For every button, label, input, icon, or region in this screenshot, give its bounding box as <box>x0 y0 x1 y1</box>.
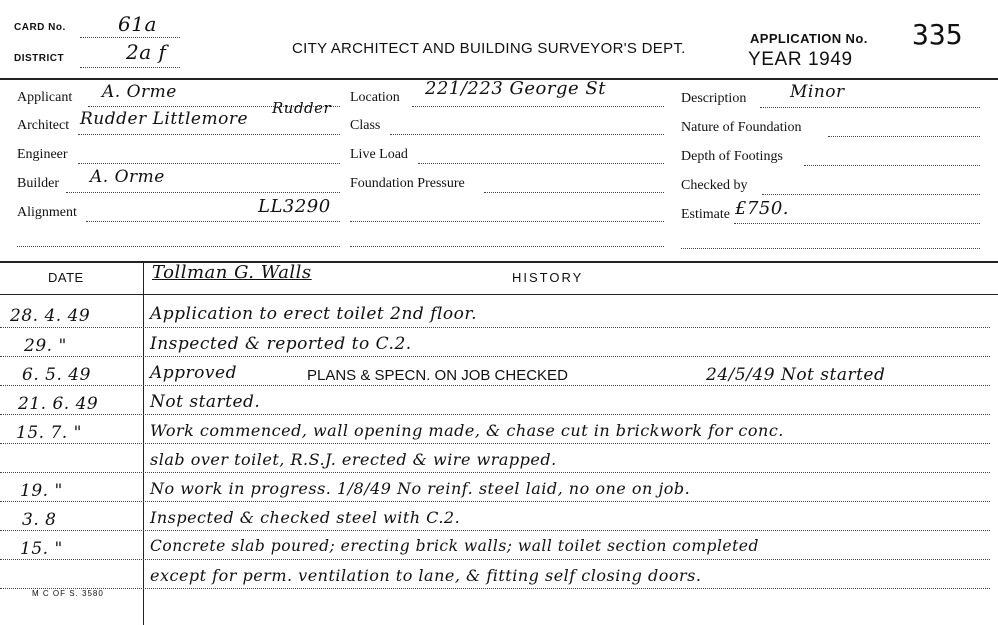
architect-value: Rudder Littlemore <box>80 109 249 129</box>
nature-foundation-label: Nature of Foundation <box>681 120 802 135</box>
class-rule <box>390 134 664 135</box>
architect-extra: Rudder <box>272 99 332 117</box>
engineer-label: Engineer <box>17 147 68 162</box>
history-row-text: slab over toilet, R.S.J. erected & wire wrapped. <box>150 450 557 469</box>
location-rule <box>412 106 664 107</box>
builder-label: Builder <box>17 176 59 191</box>
location-value: 221/223 George St <box>425 78 606 99</box>
description-label: Description <box>681 91 747 106</box>
history-header-divider <box>0 294 998 295</box>
foundation-pressure-label: Foundation Pressure <box>350 176 465 191</box>
history-row-date: 15. 7. " <box>16 423 82 443</box>
history-row-date: 3. 8 <box>22 510 57 530</box>
row-rule <box>0 327 990 328</box>
live-load-rule <box>418 163 664 164</box>
history-row-date: 6. 5. 49 <box>22 365 91 385</box>
description-value: Minor <box>790 82 845 102</box>
history-row-date: 28. 4. 49 <box>10 306 91 326</box>
location-label: Location <box>350 90 400 105</box>
department-title: CITY ARCHITECT AND BUILDING SURVEYOR'S DEPT. <box>292 40 686 57</box>
description-rule <box>760 107 980 108</box>
row-rule <box>0 588 990 589</box>
history-row-note: 24/5/49 Not started <box>706 365 886 385</box>
checked-by-label: Checked by <box>681 178 748 193</box>
application-no-value: 335 <box>912 18 963 51</box>
depth-footings-rule <box>804 165 980 166</box>
live-load-label: Live Load <box>350 147 408 162</box>
row-rule <box>0 414 990 415</box>
right-blank-rule <box>681 248 980 249</box>
district-rule <box>80 67 180 68</box>
date-column-header: DATE <box>48 270 84 285</box>
district-label: DISTRICT <box>14 53 65 64</box>
history-row-text: Inspected & reported to C.2. <box>150 334 412 354</box>
card-no-value: 61a <box>118 12 157 36</box>
application-no-label: APPLICATION No. <box>750 31 868 46</box>
estimate-rule <box>734 223 980 224</box>
checked-by-rule <box>762 194 980 195</box>
card-no-label: CARD No. <box>14 22 66 33</box>
history-row-text: Not started. <box>150 392 261 412</box>
depth-footings-label: Depth of Footings <box>681 149 783 164</box>
builder-rule <box>66 192 340 193</box>
history-row-text: except for perm. ventilation to lane, & fitting self closing doors. <box>150 566 702 585</box>
history-row-date: 29. " <box>24 336 67 356</box>
class-label: Class <box>350 118 381 133</box>
history-row-text: Concrete slab poured; erecting brick walls; wall toilet section completed <box>150 537 759 555</box>
estimate-label: Estimate <box>681 207 730 222</box>
row-rule <box>0 501 990 502</box>
alignment-rule <box>86 221 340 222</box>
alignment-label: Alignment <box>17 205 77 220</box>
foundation-pressure-rule <box>484 192 664 193</box>
history-row-text: No work in progress. 1/8/49 No reinf. steel laid, no one on job. <box>150 479 691 498</box>
engineer-rule <box>78 163 340 164</box>
estimate-value: £750. <box>735 198 790 219</box>
row-rule <box>0 385 990 386</box>
row-rule <box>0 559 990 560</box>
architect-label: Architect <box>17 118 70 133</box>
applicant-label: Applicant <box>17 90 73 105</box>
form-code: M C OF S. 3580 <box>32 589 104 598</box>
row-rule <box>0 472 990 473</box>
alignment-value: LL3290 <box>258 196 331 217</box>
middle-blank-rule-2 <box>350 246 664 247</box>
applicant-value: A. Orme <box>102 82 177 102</box>
history-top-border <box>0 261 998 263</box>
district-value: 2a f <box>126 40 167 64</box>
history-row-date: 21. 6. 49 <box>18 394 99 414</box>
plans-checked-stamp: PLANS & SPECN. ON JOB CHECKED <box>307 367 568 384</box>
history-row-date: 19. " <box>20 481 63 501</box>
left-blank-rule <box>17 246 340 247</box>
history-column-header: HISTORY <box>512 270 584 285</box>
history-row-text: Approved <box>150 363 237 383</box>
history-row-text: Inspected & checked steel with C.2. <box>150 508 461 527</box>
history-row-date: 15. " <box>20 539 63 559</box>
middle-blank-rule-1 <box>350 221 664 222</box>
row-rule <box>0 443 990 444</box>
row-rule <box>0 356 990 357</box>
card-no-rule <box>80 37 180 38</box>
row-rule <box>0 530 990 531</box>
nature-foundation-rule <box>828 136 980 137</box>
builder-value: A. Orme <box>90 167 165 187</box>
architect-rule <box>78 134 340 135</box>
history-row-text: Application to erect toilet 2nd floor. <box>150 304 478 324</box>
year-label: YEAR 1949 <box>748 49 853 70</box>
history-row-text: Work commenced, wall opening made, & chase cut in brickwork for conc. <box>150 421 784 440</box>
inspector-name: Tollman G. Walls <box>152 262 312 283</box>
